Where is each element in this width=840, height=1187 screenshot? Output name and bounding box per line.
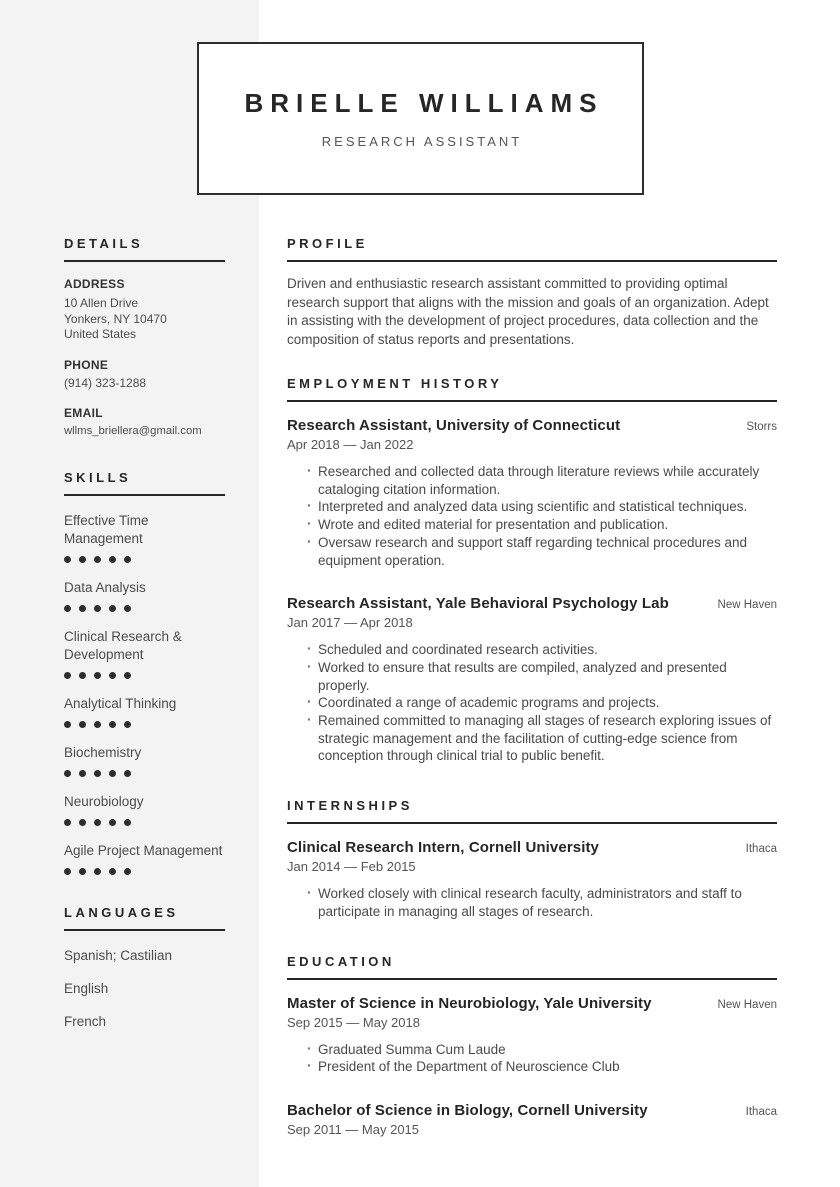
skill-name: Analytical Thinking	[64, 695, 177, 711]
languages-section	[64, 905, 225, 1030]
profile-text: Driven and enthusiastic research assistant committed to providing optimal research support that aligns with the mission and goals of an organization. Adept in assisting with the development of project procedures, data collection and the composition of status reports and presentations.	[287, 276, 769, 347]
address-line: United States	[64, 327, 137, 341]
level-dot-icon	[94, 721, 101, 728]
language-item: French	[64, 1013, 107, 1029]
entry-title: Clinical Research Intern, Cornell University	[287, 839, 600, 857]
language-item: Spanish; Castilian	[64, 947, 173, 963]
bullet-item: · Wrote and edited material for presentation and publication.	[287, 516, 777, 534]
level-dot-icon	[79, 868, 86, 875]
entry-date: Jan 2017 — Apr 2018	[287, 615, 413, 631]
profile-section	[287, 236, 777, 349]
language-item: English	[64, 980, 109, 996]
employment-entries	[287, 417, 777, 765]
education-section	[287, 954, 777, 1137]
entry-title: Master of Science in Neurobiology, Yale University	[287, 994, 652, 1012]
entry-title: Bachelor of Science in Biology, Cornell University	[287, 1101, 648, 1119]
level-dot-icon	[109, 556, 116, 563]
education-entries	[287, 995, 777, 1137]
level-dot-icon	[109, 770, 116, 777]
level-dot-icon	[109, 672, 116, 679]
languages-heading: LANGUAGES	[64, 905, 225, 931]
skill-item	[64, 579, 225, 612]
entry-date: Jan 2014 — Feb 2015	[287, 859, 416, 875]
skill-level-dots	[64, 671, 225, 679]
internship-entries	[287, 839, 777, 920]
address-label: ADDRESS	[64, 277, 125, 291]
entry-location: Ithaca	[745, 1105, 777, 1118]
entry-bullets	[287, 641, 777, 765]
skills-section	[64, 470, 225, 875]
skill-item	[64, 842, 225, 875]
level-dot-icon	[64, 770, 71, 777]
skill-item	[64, 793, 225, 826]
level-dot-icon	[64, 721, 71, 728]
details-section	[64, 236, 225, 440]
level-dot-icon	[79, 672, 86, 679]
entry-title: Research Assistant, Yale Behavioral Psychology Lab	[287, 595, 669, 613]
bullet-item: · President of the Department of Neuroscience Club	[287, 1058, 777, 1076]
entry-header	[287, 839, 777, 856]
skill-name: Effective Time Management	[64, 512, 149, 546]
employment-section	[287, 376, 777, 765]
education-entry	[287, 1102, 777, 1137]
skill-level-dots	[64, 720, 225, 728]
bullet-item: · Oversaw research and support staff regarding technical procedures and equipment operation.	[287, 534, 777, 569]
level-dot-icon	[124, 672, 131, 679]
skill-item	[64, 744, 225, 777]
details-heading: DETAILS	[64, 236, 225, 262]
level-dot-icon	[109, 605, 116, 612]
education-entry	[287, 995, 777, 1076]
level-dot-icon	[109, 819, 116, 826]
level-dot-icon	[94, 605, 101, 612]
employment-entry	[287, 595, 777, 765]
internships-section	[287, 798, 777, 920]
entry-location: New Haven	[717, 599, 777, 612]
internship-entry	[287, 839, 777, 920]
entry-date: Apr 2018 — Jan 2022	[287, 437, 414, 452]
level-dot-icon	[64, 672, 71, 679]
skill-item	[64, 695, 225, 728]
level-dot-icon	[64, 868, 71, 875]
entry-location: Storrs	[746, 421, 777, 433]
person-job-title: RESEARCH ASSISTANT	[321, 134, 523, 149]
profile-heading: PROFILE	[287, 236, 777, 262]
email-label: EMAIL	[64, 406, 103, 420]
entry-location: Ithaca	[745, 843, 777, 856]
level-dot-icon	[109, 721, 116, 728]
skill-item	[64, 628, 225, 679]
address-line: 10 Allen Drive	[64, 296, 139, 310]
skills-list	[64, 512, 225, 875]
person-name: BRIELLE WILLIAMS	[244, 88, 604, 118]
entry-header	[287, 417, 777, 434]
level-dot-icon	[94, 770, 101, 777]
bullet-item: · Interpreted and analyzed data using scientific and statistical techniques.	[287, 498, 777, 516]
level-dot-icon	[79, 721, 86, 728]
bullet-item: · Worked to ensure that results are compiled, analyzed and presented properly.	[287, 659, 777, 694]
bullet-item: · Graduated Summa Cum Laude	[287, 1041, 777, 1059]
employment-heading: EMPLOYMENT HISTORY	[287, 376, 777, 402]
level-dot-icon	[79, 819, 86, 826]
entry-bullets	[287, 463, 777, 569]
entry-header	[287, 1102, 777, 1119]
skill-name: Clinical Research & Development	[64, 628, 182, 662]
address-line: Yonkers, NY 10470	[64, 311, 167, 326]
skill-level-dots	[64, 818, 225, 826]
skill-item	[64, 512, 225, 563]
skill-name: Agile Project Management	[64, 842, 223, 858]
level-dot-icon	[124, 721, 131, 728]
skill-level-dots	[64, 769, 225, 777]
employment-entry	[287, 417, 777, 569]
entry-header	[287, 595, 777, 612]
level-dot-icon	[64, 605, 71, 612]
entry-title: Research Assistant, University of Connecticut	[287, 417, 621, 434]
skill-level-dots	[64, 604, 225, 612]
entry-bullets	[287, 1041, 777, 1076]
level-dot-icon	[94, 672, 101, 679]
level-dot-icon	[64, 819, 71, 826]
bullet-item: · Scheduled and coordinated research activities.	[287, 641, 777, 659]
internships-heading: INTERNSHIPS	[287, 798, 777, 824]
entry-location: New Haven	[717, 998, 777, 1011]
bullet-item: · Coordinated a range of academic programs and projects.	[287, 694, 777, 712]
phone-value: (914) 323-1288	[64, 375, 147, 390]
entry-date: Sep 2011 — May 2015	[287, 1121, 420, 1137]
level-dot-icon	[79, 605, 86, 612]
level-dot-icon	[94, 556, 101, 563]
email-value: wllms_briellera@gmail.com	[64, 425, 202, 437]
bullet-item: · Worked closely with clinical research faculty, administrators and staff to participate in managing all stages of research.	[287, 885, 777, 920]
address-value	[64, 296, 225, 343]
skill-level-dots	[64, 867, 225, 875]
skill-name: Neurobiology	[64, 793, 144, 809]
entry-header	[287, 995, 777, 1012]
level-dot-icon	[124, 868, 131, 875]
bullet-item: · Researched and collected data through literature reviews while accurately cataloging citation information.	[287, 463, 777, 498]
entry-bullets	[287, 885, 777, 920]
level-dot-icon	[94, 819, 101, 826]
level-dot-icon	[79, 770, 86, 777]
name-header-box	[197, 42, 644, 195]
level-dot-icon	[124, 770, 131, 777]
level-dot-icon	[94, 868, 101, 875]
level-dot-icon	[79, 556, 86, 563]
level-dot-icon	[124, 556, 131, 563]
skill-name: Biochemistry	[64, 744, 142, 760]
entry-date: Sep 2015 — May 2018	[287, 1014, 420, 1030]
skill-level-dots	[64, 555, 225, 563]
main-column	[287, 236, 777, 1148]
skill-name: Data Analysis	[64, 579, 146, 595]
languages-list	[64, 947, 225, 1030]
level-dot-icon	[124, 819, 131, 826]
level-dot-icon	[124, 605, 131, 612]
education-heading: EDUCATION	[287, 954, 777, 980]
phone-label: PHONE	[64, 357, 109, 372]
level-dot-icon	[64, 556, 71, 563]
bullet-item: · Remained committed to managing all stages of research exploring issues of strategic management and the facilitation of cutting-edge science from conception through clinical trial to public benefit.	[287, 712, 777, 765]
level-dot-icon	[109, 868, 116, 875]
skills-heading: SKILLS	[64, 470, 225, 496]
